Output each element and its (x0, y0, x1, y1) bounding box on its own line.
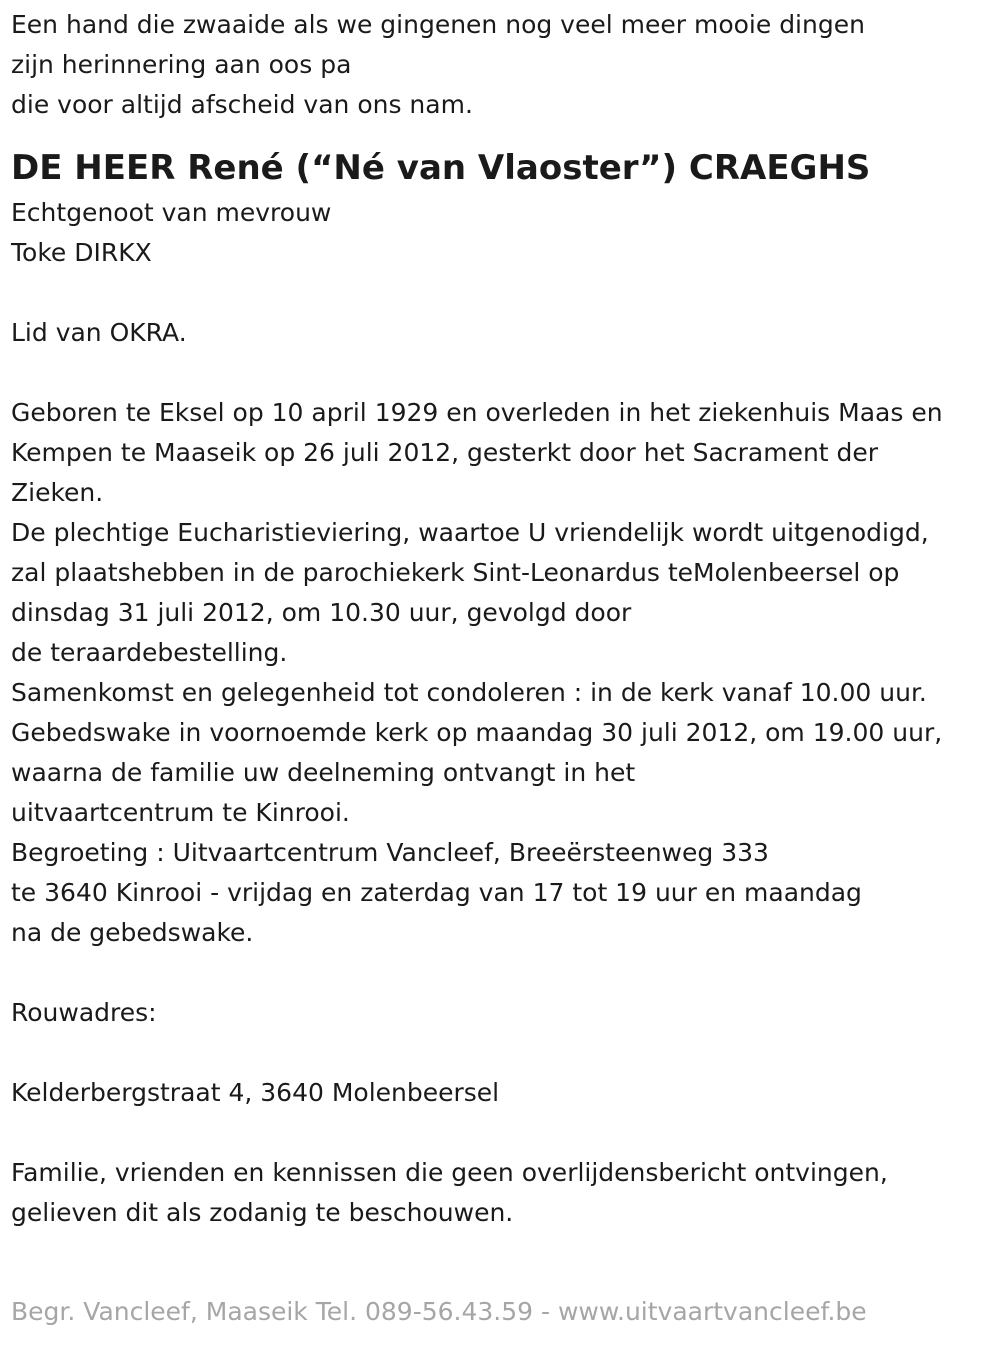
spouse-block (11, 193, 996, 273)
funeral-home-footer: Begr. Vancleef, Maaseik Tel. 089-56.43.59 - www.uitvaartvancleef.be (11, 1297, 867, 1326)
details-line: Gebedswake in voornoemde kerk op maandag 30 juli 2012, om 19.00 uur, (11, 718, 943, 747)
intro-line: zijn herinnering aan oos pa (11, 50, 352, 79)
intro-line: die voor altijd afscheid van ons nam. (11, 90, 473, 119)
details-line: zal plaatshebben in de parochiekerk Sint-Leonardus teMolenbeersel op (11, 558, 900, 587)
membership-line: Lid van OKRA. (11, 318, 187, 347)
spouse-line: Echtgenoot van mevrouw (11, 198, 332, 227)
details-line: de teraardebestelling. (11, 638, 288, 667)
spacer (11, 1113, 996, 1153)
deceased-name: DE HEER René (“Né van Vlaoster”) CRAEGHS (11, 148, 871, 188)
details-line: Geboren te Eksel op 10 april 1929 en overleden in het ziekenhuis Maas en (11, 398, 943, 427)
address-line: Kelderbergstraat 4, 3640 Molenbeersel (11, 1078, 500, 1107)
details-line: uitvaartcentrum te Kinrooi. (11, 798, 350, 827)
details-line: De plechtige Eucharistieviering, waartoe U vriendelijk wordt uitgenodigd, (11, 518, 929, 547)
intro-line: Een hand die zwaaide als we gingenen nog veel meer mooie dingen (11, 10, 865, 39)
details-line: te 3640 Kinrooi - vrijdag en zaterdag van 17 tot 19 uur en maandag (11, 878, 862, 907)
intro-verse (11, 5, 996, 125)
details-line: na de gebedswake. (11, 918, 254, 947)
spouse-name: Toke DIRKX (11, 238, 152, 267)
spacer (11, 953, 996, 993)
details-line: waarna de familie uw deelneming ontvangt in het (11, 758, 636, 787)
address-label: Rouwadres: (11, 998, 157, 1027)
spacer (11, 1033, 996, 1073)
funeral-details (11, 393, 996, 953)
details-line: Begroeting : Uitvaartcentrum Vancleef, Breeërsteenweg 333 (11, 838, 769, 867)
closing-note (11, 1153, 996, 1233)
details-line: Kempen te Maaseik op 26 juli 2012, gesterkt door het Sacrament der (11, 438, 879, 467)
details-line: dinsdag 31 juli 2012, om 10.30 uur, gevolgd door (11, 598, 632, 627)
closing-line: Familie, vrienden en kennissen die geen overlijdensbericht ontvingen, (11, 1158, 888, 1187)
details-line: Samenkomst en gelegenheid tot condoleren : in de kerk vanaf 10.00 uur. (11, 678, 927, 707)
spacer (11, 353, 996, 393)
obituary-notice (11, 0, 996, 1233)
closing-line: gelieven dit als zodanig te beschouwen. (11, 1198, 514, 1227)
details-line: Zieken. (11, 478, 104, 507)
spacer (11, 273, 996, 313)
